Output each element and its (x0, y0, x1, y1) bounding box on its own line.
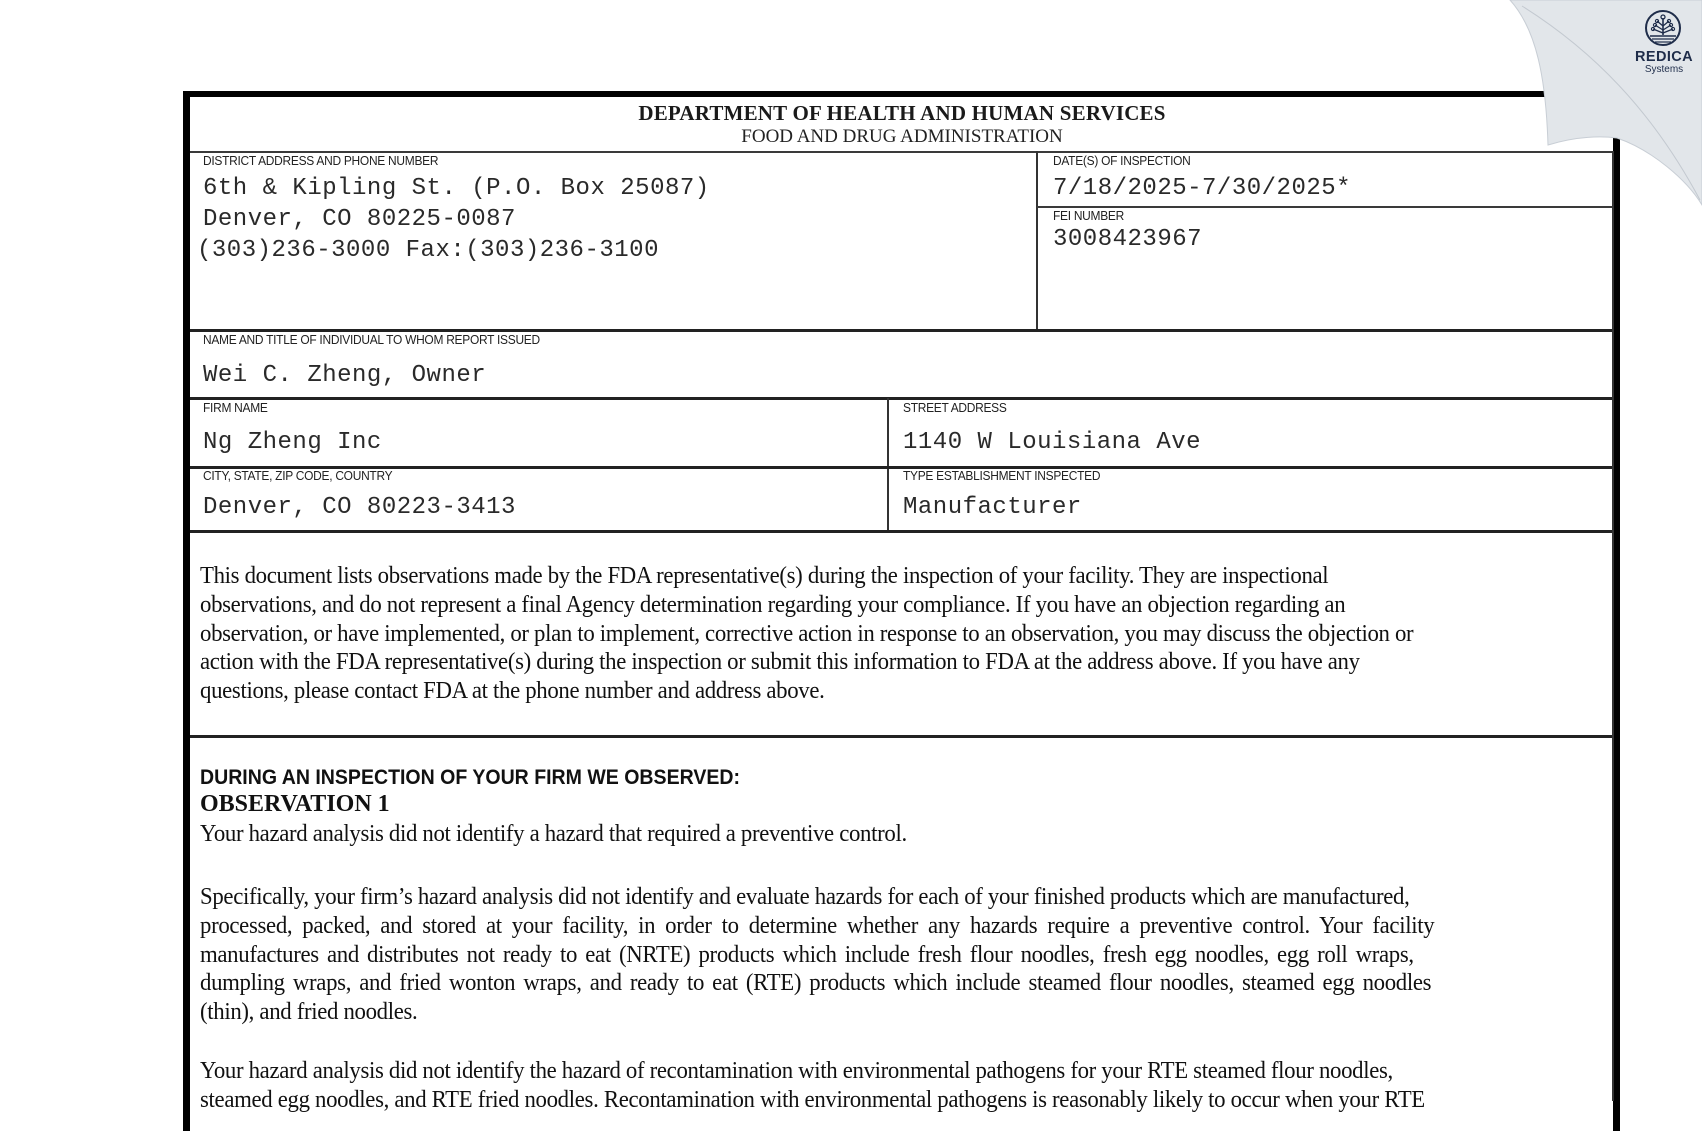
intro-line: observation, or have implemented, or plan to implement, corrective action in response to an observation, you may discuss the objection or (200, 619, 1414, 647)
individual-label: NAME AND TITLE OF INDIVIDUAL TO WHOM REPORT ISSUED (203, 332, 540, 347)
redica-sub: Systems (1644, 64, 1684, 75)
divider (190, 397, 1613, 400)
redica-brand: REDICA (1635, 49, 1693, 65)
street-value: 1140 W Louisiana Ave (903, 429, 1202, 456)
observation-paragraph-2 (200, 1057, 1517, 1115)
column-divider (1036, 151, 1038, 331)
type-label: TYPE ESTABLISHMENT INSPECTED (903, 468, 1101, 483)
column-divider (887, 398, 889, 532)
divider (190, 466, 1613, 469)
district-line-1: 6th & Kipling St. (P.O. Box 25087) (203, 175, 710, 202)
divider (190, 530, 1613, 533)
divider (190, 735, 1613, 738)
observation-line: steamed egg noodles, and RTE fried noodles. Recontamination with environmental pathogens is reasonably likely to occur when your RTE (200, 1085, 1425, 1113)
observation-line: (thin), and fried noodles. (200, 998, 418, 1026)
intro-line: questions, please contact FDA at the phone number and address above. (200, 677, 825, 705)
observation-title: OBSERVATION 1 (200, 791, 390, 817)
observation-summary: Your hazard analysis did not identify a hazard that required a preventive control. (200, 820, 907, 847)
dates-label: DATE(S) OF INSPECTION (1053, 153, 1191, 168)
redica-tree-logo-icon (1640, 8, 1686, 54)
dates-value: 7/18/2025-7/30/2025* (1053, 175, 1352, 202)
intro-paragraph (200, 562, 1505, 706)
firm-name-value: Ng Zheng Inc (203, 429, 382, 456)
observation-paragraph-1 (200, 883, 1527, 1027)
department-title: DEPARTMENT OF HEALTH AND HUMAN SERVICES (638, 101, 1166, 125)
observation-line: Your hazard analysis did not identify the hazard of recontamination with environmental pathogens for your RTE steamed flour noodles, (200, 1057, 1393, 1084)
observation-line: processed, packed, and stored at your facility, in order to determine whether any hazards require a preventive control. Your facility (200, 911, 1435, 939)
observation-line: Specifically, your firm’s hazard analysis did not identify and evaluate hazards for each of your finished products which are manufactured, (200, 883, 1410, 910)
redica-logo-text (1628, 50, 1700, 75)
intro-line: observations, and do not represent a final Agency determination regarding your compliance. If you have an objection regarding an (200, 590, 1346, 618)
observation-line: dumpling wraps, and fried wonton wraps, and ready to eat (RTE) products which include steamed flour noodles, steamed egg noodles (200, 969, 1432, 997)
district-line-3: (303)236-3000 Fax:(303)236-3100 (197, 237, 659, 264)
firm-name-label: FIRM NAME (203, 400, 268, 415)
street-label: STREET ADDRESS (903, 400, 1007, 415)
agency-subtitle: FOOD AND DRUG ADMINISTRATION (741, 126, 1063, 147)
fei-value: 3008423967 (1053, 226, 1203, 253)
inner-right-border (1612, 151, 1614, 1101)
intro-line: This document lists observations made by the FDA representative(s) during the inspection of your facility. They are inspectional (200, 562, 1329, 589)
fei-label: FEI NUMBER (1053, 208, 1124, 223)
intro-line: action with the FDA representative(s) during the inspection or submit this information to FDA at the address above. If you have any (200, 648, 1360, 676)
individual-value: Wei C. Zheng, Owner (203, 362, 487, 389)
city-value: Denver, CO 80223-3413 (203, 494, 516, 521)
city-label: CITY, STATE, ZIP CODE, COUNTRY (203, 468, 393, 483)
district-line-2: Denver, CO 80225-0087 (203, 206, 516, 233)
observations-heading: DURING AN INSPECTION OF YOUR FIRM WE OBSERVED: (200, 766, 741, 789)
type-value: Manufacturer (903, 494, 1082, 521)
district-label: DISTRICT ADDRESS AND PHONE NUMBER (203, 153, 439, 168)
observation-line: manufactures and distributes not ready to eat (NRTE) products which include fresh flour noodles, fresh egg noodles, egg roll wraps, (200, 940, 1414, 968)
